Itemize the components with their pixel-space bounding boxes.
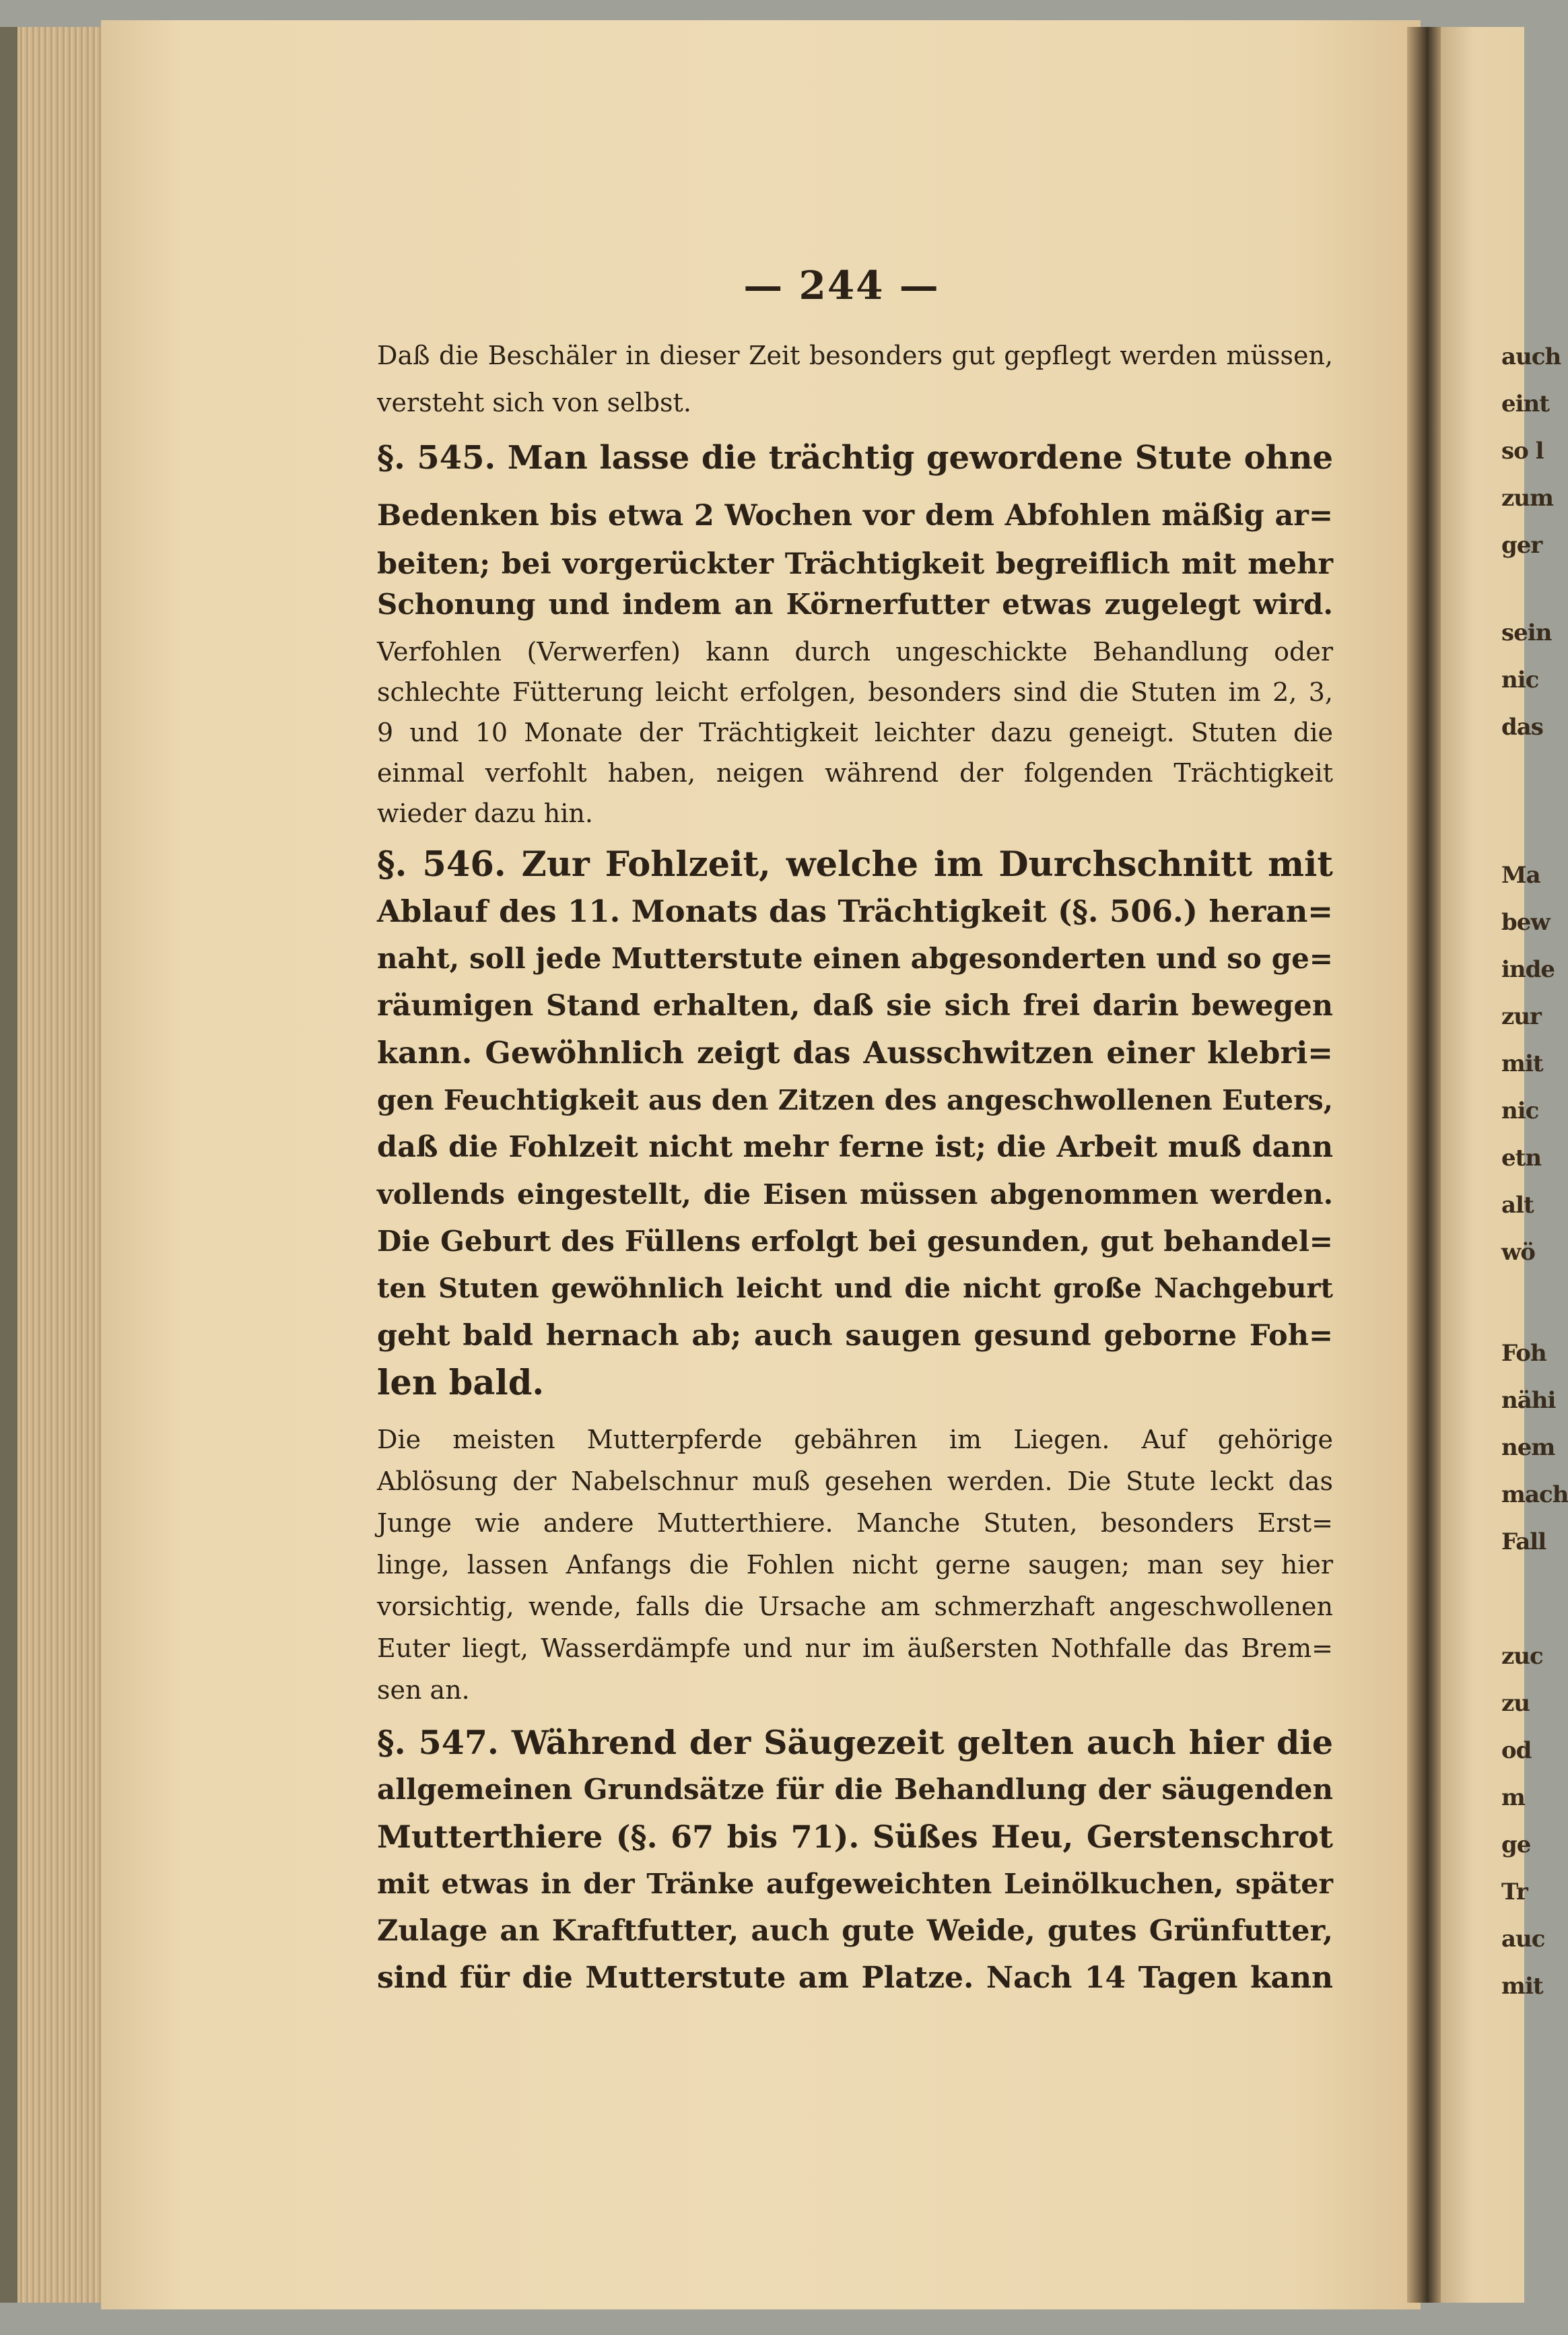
facing-page-text: nähi [1501, 1387, 1556, 1414]
note-line: wieder dazu hin. [377, 799, 593, 828]
paragraph-545-line: Schonung und indem an Körnerfutter etwas zugelegt wird. [377, 588, 1333, 621]
facing-page-text: ge [1501, 1831, 1531, 1858]
paragraph-546-line: daß die Fohlzeit nicht mehr ferne ist; die Arbeit muß dann [377, 1130, 1333, 1164]
paragraph-545-line: Bedenken bis etwa 2 Wochen vor dem Abfohlen mäßig ar= [377, 499, 1333, 533]
facing-page-text: Tr [1501, 1879, 1528, 1905]
paragraph-546-line: Die Geburt des Füllens erfolgt bei gesunden, gut behandel= [377, 1225, 1333, 1258]
paragraph-547-line: Zulage an Kraftfutter, auch gute Weide, gutes Grünfutter, [377, 1914, 1333, 1948]
facing-page-text: Foh [1501, 1340, 1546, 1367]
facing-page-text: mit [1501, 1973, 1543, 2000]
facing-page-text: sein [1501, 619, 1552, 646]
paragraph-546-line: gen Feuchtigkeit aus den Zitzen des angeschwollenen Euters, [377, 1084, 1333, 1116]
paragraph-546-line: kann. Gewöhnlich zeigt das Ausschwitzen einer klebri= [377, 1035, 1333, 1071]
facing-page-text: mach [1501, 1481, 1568, 1508]
facing-page-text: etn [1501, 1145, 1542, 1172]
facing-page-text: mit [1501, 1050, 1543, 1077]
text-line: versteht sich von selbst. [377, 388, 691, 417]
note-line: Die meisten Mutterpferde gebähren im Liegen. Auf gehörige [377, 1425, 1333, 1454]
paragraph-546-line: naht, soll jede Mutterstute einen abgesonderten und so ge= [377, 942, 1333, 975]
facing-page-text: so l [1501, 438, 1544, 465]
facing-page-text: eint [1501, 391, 1549, 417]
paragraph-546-line: Ablauf des 11. Monats das Trächtigkeit (§. 506.) heran= [377, 893, 1333, 929]
paragraph-545-line: §. 545. Man lasse die trächtig gewordene Stute ohne [377, 439, 1333, 477]
facing-page-text: nic [1501, 1097, 1539, 1124]
paragraph-547-line: Mutterthiere (§. 67 bis 71). Süßes Heu, Gerstenschrot [377, 1819, 1333, 1855]
paragraph-546-line: vollends eingestellt, die Eisen müssen abgenommen werden. [377, 1178, 1333, 1211]
facing-page-text: od [1501, 1737, 1532, 1764]
note-line: vorsichtig, wende, falls die Ursache am schmerzhaft angeschwollenen [377, 1592, 1333, 1621]
paragraph-546-line: §. 546. Zur Fohlzeit, welche im Durchschnitt mit [377, 844, 1333, 885]
facing-page-text: auch [1501, 343, 1561, 370]
facing-page-text: das [1501, 714, 1543, 741]
note-line: sen an. [377, 1675, 470, 1705]
book-page-edges [0, 27, 101, 2303]
facing-page-text: nic [1501, 667, 1539, 693]
facing-page-text: zuc [1501, 1643, 1543, 1670]
text-line: Daß die Beschäler in dieser Zeit besonders gut gepflegt werden müssen, [377, 341, 1333, 370]
facing-page-text: auc [1501, 1926, 1545, 1953]
note-line: Verfohlen (Verwerfen) kann durch ungeschickte Behandlung oder [377, 637, 1333, 667]
facing-page-text: zum [1501, 485, 1554, 512]
facing-page-fragment [1441, 27, 1568, 2303]
facing-page-text: alt [1501, 1192, 1534, 1219]
facing-page-text: Ma [1501, 862, 1540, 889]
paragraph-547-line: sind für die Mutterstute am Platze. Nach 14 Tagen kann [377, 1961, 1333, 1995]
note-line: 9 und 10 Monate der Trächtigkeit leichter dazu geneigt. Stuten die [377, 718, 1333, 747]
note-line: Ablösung der Nabelschnur muß gesehen werden. Die Stute leckt das [377, 1466, 1333, 1496]
facing-page-text: ger [1501, 532, 1542, 559]
page-number: — 244 — [743, 263, 940, 308]
facing-page-text: zu [1501, 1690, 1530, 1717]
paragraph-547-line: §. 547. Während der Säugezeit gelten auch hier die [377, 1723, 1333, 1762]
facing-page-text: Fall [1501, 1528, 1546, 1555]
book-gutter [1407, 27, 1441, 2303]
facing-page-text: inde [1501, 956, 1555, 983]
paragraph-546-line: ten Stuten gewöhnlich leicht und die nicht große Nachgeburt [377, 1273, 1333, 1304]
note-line: schlechte Fütterung leicht erfolgen, besonders sind die Stuten im 2, 3, [377, 677, 1333, 707]
paragraph-546-line: geht bald hernach ab; auch saugen gesund geborne Foh= [377, 1319, 1333, 1353]
paragraph-547-line: mit etwas in der Tränke aufgeweichten Leinölkuchen, später [377, 1868, 1333, 1900]
facing-page-text: m [1501, 1784, 1525, 1811]
facing-page-text: wö [1501, 1239, 1535, 1266]
facing-page-text: bew [1501, 909, 1550, 936]
note-line: Junge wie andere Mutterthiere. Manche Stuten, besonders Erst= [377, 1508, 1333, 1538]
paragraph-547-line: allgemeinen Grundsätze für die Behandlung der säugenden [377, 1773, 1333, 1806]
paragraph-545-line: beiten; bei vorgerückter Trächtigkeit begreiflich mit mehr [377, 547, 1333, 581]
paragraph-546-line: räumigen Stand erhalten, daß sie sich frei darin bewegen [377, 989, 1333, 1023]
facing-page-text: nem [1501, 1434, 1555, 1461]
note-line: einmal verfohlt haben, neigen während der folgenden Trächtigkeit [377, 758, 1333, 788]
facing-page-text: zur [1501, 1003, 1541, 1030]
note-line: linge, lassen Anfangs die Fohlen nicht gerne saugen; man sey hier [377, 1550, 1333, 1580]
note-line: Euter liegt, Wasserdämpfe und nur im äußersten Nothfalle das Brem= [377, 1633, 1333, 1663]
paragraph-546-line: len bald. [377, 1363, 545, 1403]
